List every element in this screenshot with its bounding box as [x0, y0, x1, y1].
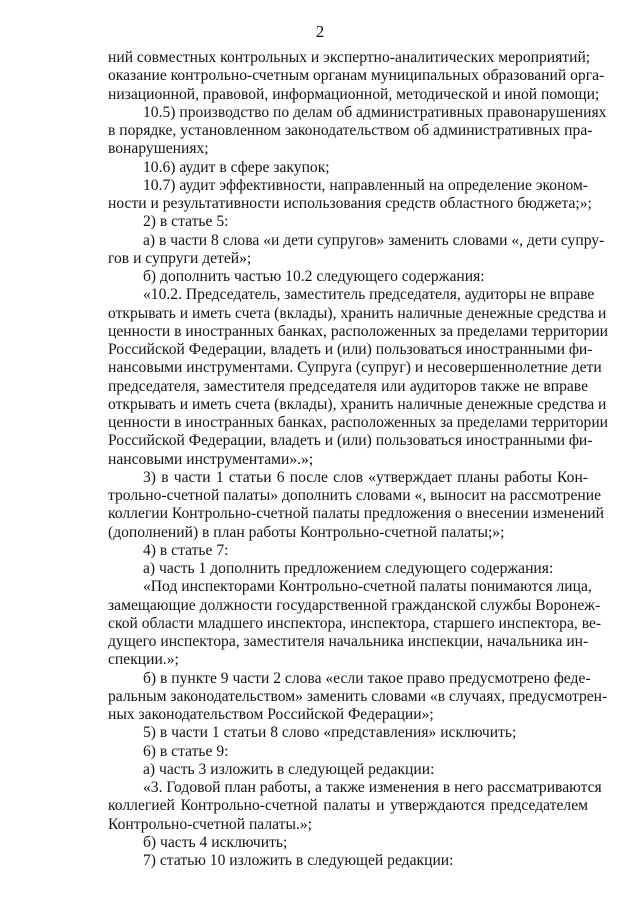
- text-line: нансовыми инструментами».»;: [108, 450, 314, 468]
- text-line: в порядке, установленном законодательством об административных пра-: [108, 122, 593, 139]
- text-line: вонарушениях;: [108, 140, 209, 158]
- page-number: 2: [315, 22, 325, 41]
- text-line: «3. Годовой план работы, а также изменения в него рассматриваются: [143, 779, 602, 796]
- text-line: «Под инспекторами Контрольно-счетной палаты понимаются лица,: [143, 578, 592, 596]
- text-line: «10.2. Председатель, заместитель председателя, аудиторы не вправе: [143, 286, 595, 304]
- text-line: б) часть 4 исключить;: [143, 833, 288, 851]
- text-line: ности и результативности использования средств областного бюджета;»;: [108, 195, 592, 212]
- text-line: ний совместных контрольных и экспертно-аналитических мероприятий;: [108, 49, 591, 66]
- text-line: а) часть 3 изложить в следующей редакции:: [143, 760, 435, 778]
- text-line: замещающие должности государственной гражданской службы Воронеж-: [108, 596, 601, 614]
- text-line: 6) в статье 9:: [143, 742, 229, 760]
- text-line: 10.6) аудит в сфере закупок;: [143, 158, 330, 176]
- text-line: коллегии Контрольно-счетной палаты предложения о внесении изменений: [108, 505, 604, 523]
- text-line: 5) в части 1 статьи 8 слово «представления» исключить;: [143, 724, 517, 742]
- text-line: Российской Федерации, владеть и (или) пользоваться иностранными фи-: [108, 432, 593, 450]
- text-line: оказание контрольно-счетным органам муниципальных образований орга-: [108, 67, 605, 85]
- text-line: а) часть 1 дополнить предложением следующего содержания:: [143, 560, 554, 577]
- text-line: 3) в части 1 статьи 6 после слов «утверждает планы работы Кон-: [143, 468, 588, 486]
- text-line: коллегией Контрольно-счетной палаты и утверждаются председателем: [108, 797, 588, 815]
- text-line: открывать и иметь счета (вклады), хранить наличные денежные средства и: [108, 304, 607, 322]
- text-line: ных законодательством Российской Федерации»;: [108, 706, 434, 723]
- text-line: ценности в иностранных банках, расположенных за пределами территории: [108, 322, 609, 340]
- text-line: открывать и иметь счета (вклады), хранить наличные денежные средства и: [108, 395, 607, 413]
- text-line: б) дополнить частью 10.2 следующего содержания:: [143, 268, 485, 285]
- text-line: ральным законодательством» заменить словами «в случаях, предусмотрен-: [108, 687, 608, 705]
- text-line: дущего инспектора, заместителя начальника инспекции, начальника ин-: [108, 633, 589, 650]
- text-line: 10.5) производство по делам об административных правонарушениях: [143, 103, 607, 121]
- text-line: 2) в статье 5:: [143, 213, 229, 231]
- text-line: трольно-счетной палаты» дополнить словами «, выносит на рассмотрение: [108, 487, 601, 504]
- text-line: б) в пункте 9 части 2 слова «если такое право предусмотрено феде-: [143, 669, 591, 687]
- text-line: ценности в иностранных банках, расположенных за пределами территории: [108, 414, 609, 431]
- text-line: (дополнений) в план работы Контрольно-счетной палаты;»;: [108, 523, 505, 541]
- text-line: нансовыми инструментами. Супруга (супруг) и несовершеннолетние дети: [108, 359, 602, 377]
- text-line: спекции.»;: [108, 651, 179, 669]
- text-line: ской области младшего инспектора, инспектора, старшего инспектора, ве-: [108, 614, 602, 632]
- body-text: [108, 49, 609, 870]
- text-line: 4) в статье 7:: [143, 541, 229, 559]
- text-line: 7) статью 10 изложить в следующей редакции:: [143, 852, 454, 869]
- text-line: Российской Федерации, владеть и (или) пользоваться иностранными фи-: [108, 341, 593, 358]
- text-line: Контрольно-счетной палаты.»;: [108, 815, 312, 833]
- text-line: 10.7) аудит эффективности, направленный на определение эконом-: [143, 176, 588, 194]
- text-line: гов и супруги детей»;: [108, 249, 252, 267]
- text-line: председателя, заместителя председателя или аудиторов также не вправе: [108, 377, 588, 395]
- text-line: а) в части 8 слова «и дети супругов» заменить словами «, дети супру-: [143, 231, 605, 249]
- text-line: низационной, правовой, информационной, методической и иной помощи;: [108, 85, 600, 103]
